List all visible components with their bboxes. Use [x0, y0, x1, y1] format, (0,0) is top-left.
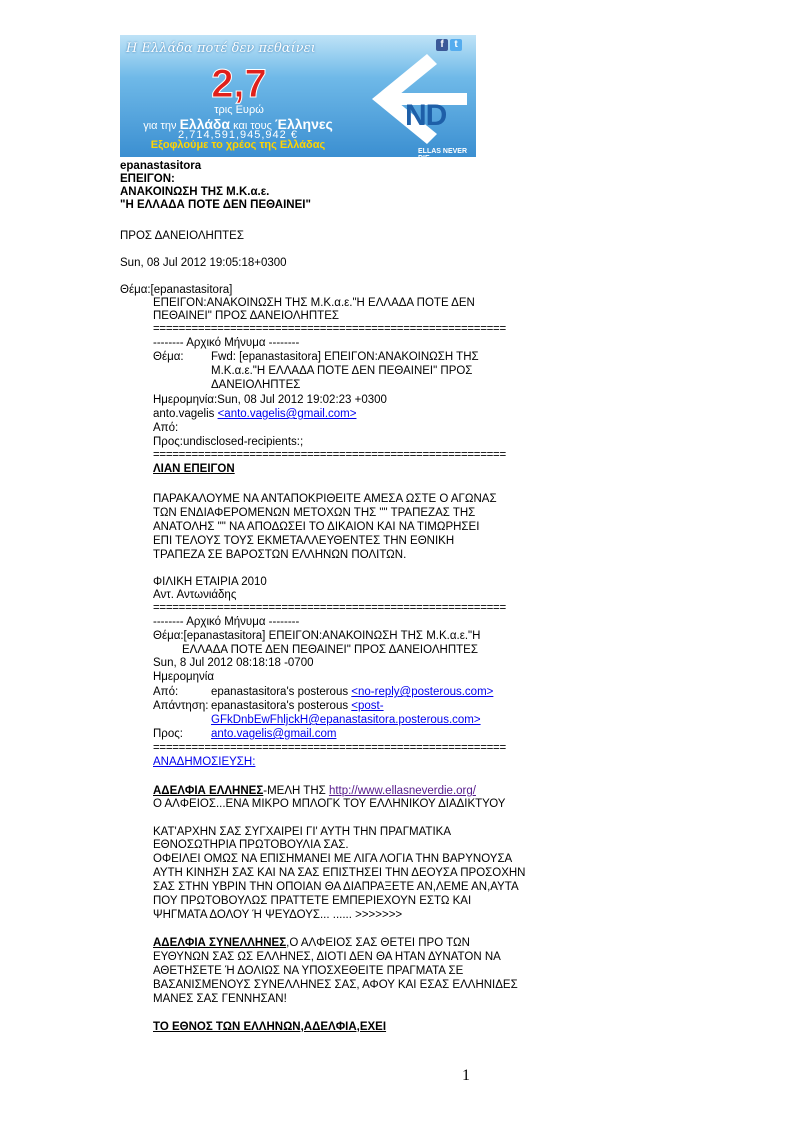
orig2-reply-name: epanastasitora's posterous	[211, 700, 349, 712]
orig1-to-line: Προς:undisclosed-recipients:;	[153, 436, 304, 448]
para3-line-2: ΑΘΕΤΗΣΕΤΕ Ή ΔΟΛΙΩΣ ΝΑ ΥΠΟΣΧΕΘΕΙΤΕ ΠΡΑΓΜΑΤΑ ΣΕ	[153, 965, 464, 977]
orig2-reply-label: Απάντηση:	[153, 700, 209, 712]
signature-line-1: ΦΙΛΙΚΗ ΕΤΑΙΡΙΑ 2010	[153, 576, 267, 588]
orig1-heading: -------- Αρχικό Μήνυμα --------	[153, 337, 300, 349]
separator-4: =======================================================	[153, 742, 506, 754]
banner-line3-mid: και τους	[233, 120, 272, 132]
orig1-from-line	[153, 408, 356, 421]
subject-label: Θέμα:[epanastasitora]	[120, 284, 233, 296]
orig2-from-line	[211, 686, 493, 699]
sisters-label: ΑΔΕΛΦΙΑ ΕΛΛΗΝΕΣ	[153, 785, 264, 797]
header-banner	[120, 35, 476, 162]
banner-tagline: Η Ελλάδα ποτέ δεν πεθαίνει	[126, 41, 316, 56]
sender-name: epanastasitora	[120, 160, 202, 172]
orig1-subject-label: Θέμα:	[153, 351, 184, 363]
subject-line-2: ΠΕΘΑΙΝΕΙ" ΠΡΟΣ ΔΑΝΕΙΟΛΗΠΤΕΣ	[153, 310, 339, 322]
end-logo-text: ND	[405, 99, 447, 132]
page-number: 1	[462, 1067, 470, 1084]
orig2-from-email-link[interactable]: <no-reply@posterous.com>	[351, 686, 494, 698]
body-line-1: ΠΑΡΑΚΑΛΟΥΜΕ ΝΑ ΑΝΤΑΠΟΚΡΙΘΕΙΤΕ ΑΜΕΣΑ ΩΣΤΕ Ο ΑΓΩΝΑΣ	[153, 493, 497, 505]
para2-line-5: ΣΑΣ ΣΤΗΝ ΥΒΡΙΝ ΤΗΝ ΟΠΟΙΑΝ ΘΑ ΔΙΑΠΡΑΞΕΤΕ ΑΝ,ΛΕΜΕ ΑΝ,ΑΥΤΑ	[153, 881, 519, 893]
site-link[interactable]: http://www.ellasneverdie.org/	[328, 785, 476, 797]
separator-3: =======================================================	[153, 602, 506, 614]
separator-2: =======================================================	[153, 449, 506, 461]
body-line-2: ΤΩΝ ΕΝΔΙΑΦΕΡΟΜΕΝΩΝ ΜΕΤΟΧΩΝ ΤΗΣ "" ΤΡΑΠΕΖΑΣ ΤΗΣ	[153, 507, 476, 519]
end-logo-subtext: ELLAS NEVER DIE	[418, 148, 468, 162]
header-announcement: ΑΝΑΚΟΙΝΩΣΗ ΤΗΣ Μ.Κ.α.ε.	[120, 186, 270, 198]
para3-line-3: ΒΑΣΑΝΙΣΜΕΝΟΥΣ ΣΥΝΕΛΛΗΝΕΣ ΣΑΣ, ΑΦΟΥ ΚΑΙ ΕΣΑΣ ΕΛΛΗΝΙΔΕΣ	[153, 979, 518, 991]
orig2-reply-email-link-2[interactable]: GFkDnbEwFhljckH@epanastasitora.posterous.com>	[211, 714, 481, 726]
orig2-date-value: Sun, 8 Jul 2012 08:18:18 -0700	[153, 657, 314, 669]
sisters-line	[153, 785, 476, 798]
banner-debt-unit: τρις Ευρώ	[214, 104, 264, 116]
orig2-date-label: Ημερομηνία	[153, 671, 214, 683]
orig1-from-name: anto.vagelis	[153, 408, 215, 420]
republish-link[interactable]: ΑΝΑΔΗΜΟΣΙΕΥΣΗ:	[153, 756, 256, 768]
body-line-3: ΑΝΑΤΟΛΗΣ "" ΝΑ ΑΠΟΔΩΣΕΙ ΤΟ ΔΙΚΑΙΟΝ ΚΑΙ ΝΑ ΤΙΜΩΡΗΣΕΙ	[153, 521, 480, 533]
orig2-reply-line	[211, 700, 384, 713]
banner-debt-amount: 2,714,591,945,942 €	[178, 129, 298, 141]
banner-line3-greeks: Έλληνες	[275, 116, 333, 132]
orig1-from-email-link[interactable]: <anto.vagelis@gmail.com>	[217, 408, 357, 420]
orig2-heading: -------- Αρχικό Μήνυμα --------	[153, 616, 300, 628]
orig1-from-label: Από:	[153, 422, 179, 434]
orig1-subject-line-1: Fwd: [epanastasitora] ΕΠΕΙΓΟΝ:ΑΝΑΚΟΙΝΩΣΗ ΤΗΣ	[211, 351, 479, 363]
banner-bottom-line: Εξοφλούμε το χρέος της Ελλάδας	[150, 139, 326, 151]
orig1-subject-line-2: Μ.Κ.α.ε."Η ΕΛΛΑΔΑ ΠΟΤΕ ΔΕΝ ΠΕΘΑΙΝΕΙ" ΠΡΟΣ	[211, 365, 473, 377]
last-heading: ΤΟ ΕΘΝΟΣ ΤΩΝ ΕΛΛΗΝΩΝ,ΑΔΕΛΦΙΑ,ΕΧΕΙ	[153, 1021, 387, 1033]
para2-line-2: ΕΘΝΟΣΩΤΗΡΙΑ ΠΡΩΤΟΒΟΥΛΙΑ ΣΑΣ.	[153, 839, 349, 851]
sisters-rest: -ΜΕΛΗ ΤΗΣ	[263, 785, 329, 797]
fellow-rest: ,Ο ΑΛΦΕΙΟΣ ΣΑΣ ΘΕΤΕΙ ΠΡΟ ΤΩΝ	[286, 937, 470, 949]
signature-line-2: Αντ. Αντωνιάδης	[153, 589, 237, 601]
banner-line3-greece: Ελλάδα	[179, 116, 231, 132]
subject-line-1: ΕΠΕΙΓΟΝ:ΑΝΑΚΟΙΝΩΣΗ ΤΗΣ Μ.Κ.α.ε."Η ΕΛΛΑΔΑ ΠΟΤΕ ΔΕΝ	[153, 297, 475, 309]
orig2-to-email-link[interactable]: anto.vagelis@gmail.com	[211, 728, 337, 740]
fellow-label: ΑΔΕΛΦΙΑ ΣΥΝΕΛΛΗΝΕΣ	[153, 937, 287, 949]
separator-1: =======================================================	[153, 323, 506, 335]
para2-line-4: ΑΥΤΗ ΚΙΝΗΣΗ ΣΑΣ ΚΑΙ ΝΑ ΣΑΣ ΕΠΙΣΤΗΣΕΙ ΤΗΝ ΔΕΟΥΣΑ ΠΡΟΣΟΧΗΝ	[153, 867, 526, 879]
banner-line3-pre: για την	[143, 120, 177, 132]
twitter-icon[interactable]: t	[450, 39, 462, 51]
facebook-icon[interactable]: f	[436, 39, 448, 51]
orig2-reply-email-link-1[interactable]: <post-	[351, 700, 384, 712]
orig2-subject-line-1: Θέμα:[epanastasitora] ΕΠΕΙΓΟΝ:ΑΝΑΚΟΙΝΩΣΗ ΤΗΣ Μ.Κ.α.ε."Η	[153, 630, 481, 642]
orig1-date: Ημερομηνία:Sun, 08 Jul 2012 19:02:23 +0300	[153, 394, 387, 406]
orig2-subject-line-2: ΕΛΛΑΔΑ ΠΟΤΕ ΔΕΝ ΠΕΘΑΙΝΕΙ" ΠΡΟΣ ΔΑΝΕΙΟΛΗΠΤΕΣ	[182, 644, 478, 656]
orig2-from-name: epanastasitora's posterous	[211, 686, 349, 698]
header-recipients: ΠΡΟΣ ΔΑΝΕΙΟΛΗΠΤΕΣ	[120, 230, 244, 242]
header-slogan: "Η ΕΛΛΑΔΑ ΠΟΤΕ ΔΕΝ ΠΕΘΑΙΝΕΙ"	[120, 199, 311, 211]
fellow-line	[153, 937, 470, 950]
para2-line-1: ΚΑΤ'ΑΡΧΗΝ ΣΑΣ ΣΥΓΧΑΙΡΕΙ ΓΙ' ΑΥΤΗ ΤΗΝ ΠΡΑΓΜΑΤΙΚΑ	[153, 826, 451, 838]
alfeios-line: Ο ΑΛΦΕΙΟΣ...ΕΝΑ ΜΙΚΡΟ ΜΠΛΟΓΚ ΤΟΥ ΕΛΛΗΝΙΚΟΥ ΔΙΑΔΙΚΤΥΟΥ	[153, 798, 506, 810]
urgent-heading: ΛΙΑΝ ΕΠΕΙΓΟΝ	[153, 463, 235, 475]
para3-line-4: ΜΑΝΕΣ ΣΑΣ ΓΕΝΝΗΣΑΝ!	[153, 993, 287, 1005]
orig2-to-label: Προς:	[153, 728, 183, 740]
orig1-subject-line-3: ΔΑΝΕΙΟΛΗΠΤΕΣ	[211, 379, 301, 391]
para2-line-3: ΟΦΕΙΛΕΙ ΟΜΩΣ ΝΑ ΕΠΙΣΗΜΑΝΕΙ ΜΕ ΛΙΓΑ ΛΟΓΙΑ ΤΗΝ ΒΑΡΥΝΟΥΣΑ	[153, 853, 513, 865]
para2-line-7: ΨΗΓΜΑΤΑ ΔΟΛΟΥ Ή ΨΕΥΔΟΥΣ... ...... >>>>>>>	[153, 909, 403, 921]
banner-debt-number: 2,7	[211, 62, 267, 106]
para3-line-1: ΕΥΘΥΝΩΝ ΣΑΣ ΩΣ ΕΛΛΗΝΕΣ, ΔΙΟΤΙ ΔΕΝ ΘΑ ΗΤΑΝ ΔΥΝΑΤΟΝ ΝΑ	[153, 951, 501, 963]
header-urgent: ΕΠΕΙΓΟΝ:	[120, 173, 175, 185]
orig2-from-label: Από:	[153, 686, 179, 698]
header-date: Sun, 08 Jul 2012 19:05:18+0300	[120, 257, 287, 269]
para2-line-6: ΠΟΥ ΠΡΩΤΟΒΟΥΛΩΣ ΠΡΑΤΤΕΤΕ ΕΜΠΕΡΙΕΧΟΥΝ ΕΣΤΩ ΚΑΙ	[153, 895, 472, 907]
body-line-5: ΤΡΑΠΕΖΑ ΣΕ ΒΑΡΟΣΤΩΝ ΕΛΛΗΝΩΝ ΠΟΛΙΤΩΝ.	[153, 549, 407, 561]
body-line-4: ΕΠΙ ΤΕΛΟΥΣ ΤΟΥΣ ΕΚΜΕΤΑΛΛΕΥΘΕΝΤΕΣ ΤΗΝ ΕΘΝΙΚΗ	[153, 535, 455, 547]
